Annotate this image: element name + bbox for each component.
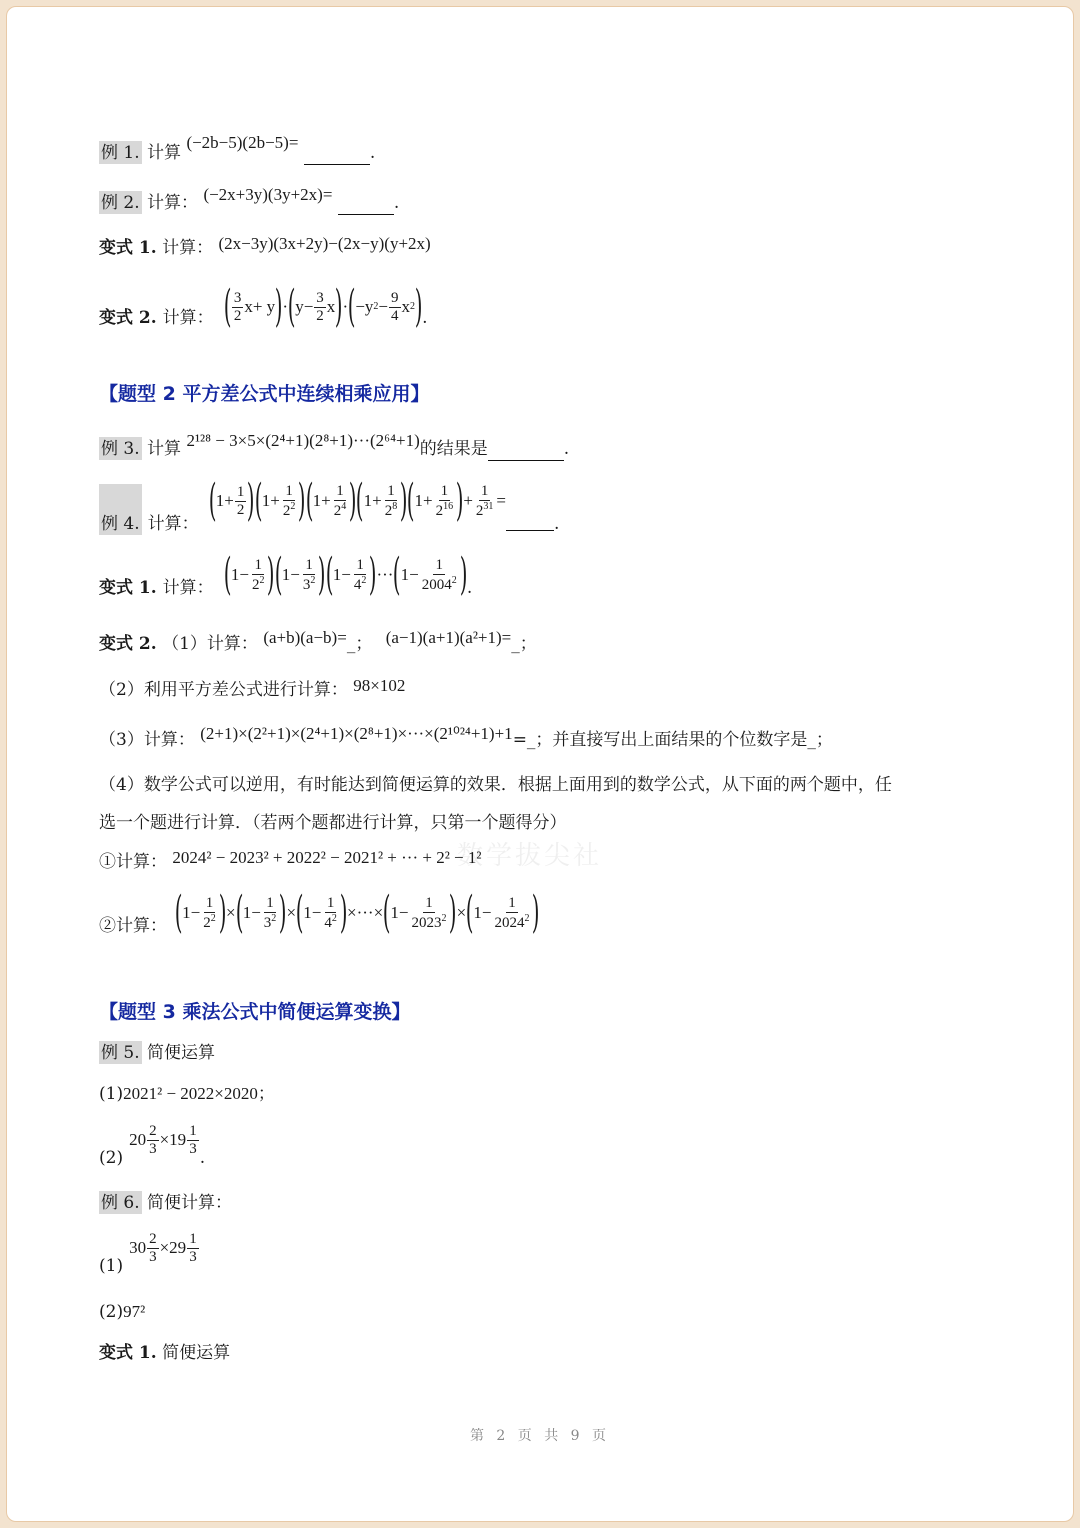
variant-label: 变式 2. bbox=[99, 634, 157, 654]
example-5 bbox=[99, 1041, 215, 1064]
math-expression: (2+1)×(2²+1)×(2⁴+1)×(2⁸+1)×···×(2¹⁰²⁴+1)+1 bbox=[200, 724, 513, 743]
example-6 bbox=[99, 1191, 232, 1214]
prompt-text: ①计算： bbox=[99, 852, 167, 872]
subquestion-4-line2: 选一个题进行计算．（若两个题都进行计算，只第一个题得分） bbox=[99, 813, 567, 833]
variant-label: 变式 1. bbox=[99, 1343, 157, 1363]
punctuation: ； bbox=[257, 1084, 275, 1104]
page-footer: 第 2 页 共 9 页 bbox=[469, 1428, 611, 1444]
math-expression: 2¹²⁸ − 3×5×(2⁴+1)(2⁸+1)···(2⁶⁴+1) bbox=[186, 431, 420, 450]
example-label: 例 3. bbox=[101, 439, 140, 459]
section2-variant-2 bbox=[99, 628, 537, 655]
answer-blank bbox=[506, 509, 554, 531]
math-expression-mixed: 30 2 3 ×29 1 3 bbox=[129, 1231, 197, 1265]
math-expression: 2021² − 2022×2020 bbox=[123, 1084, 258, 1103]
punctuation: . bbox=[466, 577, 473, 598]
prompt-text: 简便运算 bbox=[147, 1043, 216, 1063]
prompt-text: 计算： bbox=[147, 193, 199, 213]
prompt-suffix: =_；并直接写出上面结果的个位数字是_； bbox=[512, 730, 833, 750]
prompt-text: （2）利用平方差公式进行计算： bbox=[99, 680, 348, 700]
prompt-text: ②计算： bbox=[99, 915, 167, 936]
punctuation: . bbox=[422, 307, 428, 328]
punctuation: . bbox=[563, 439, 570, 459]
prompt-suffix: 的结果是 bbox=[419, 439, 488, 459]
example-label: 例 4. bbox=[99, 484, 142, 535]
choice-2 bbox=[99, 887, 540, 939]
prompt-text: 计算： bbox=[162, 577, 214, 598]
prompt-text: 简便计算： bbox=[147, 1193, 233, 1213]
prompt-text: 计算 bbox=[147, 143, 182, 163]
prompt-text: 计算： bbox=[162, 238, 214, 258]
math-expression: 98×102 bbox=[353, 676, 406, 695]
example-2 bbox=[99, 185, 400, 215]
prompt-text: 计算 bbox=[147, 439, 182, 459]
punctuation: . bbox=[393, 193, 400, 213]
example-label: 例 5. bbox=[101, 1043, 140, 1063]
math-expression-fractions: ( 3 2 x+ y ) · ( y− 3 2 x ) · ( −y 2 − 9 4 x 2 ) bbox=[223, 281, 423, 332]
section-heading-3: 【题型 3 乘法公式中简便运算变换】 bbox=[99, 1001, 411, 1023]
answer-blank bbox=[488, 439, 564, 461]
example-6-part-1 bbox=[99, 1231, 200, 1279]
document-page bbox=[6, 6, 1074, 1522]
subquestion-3 bbox=[99, 724, 833, 751]
part-label: (1) bbox=[99, 1255, 124, 1276]
answer-blank bbox=[304, 143, 370, 165]
answer-blank-1: _； bbox=[346, 634, 373, 654]
punctuation: . bbox=[369, 143, 376, 163]
subquestion-2 bbox=[99, 676, 406, 701]
math-expression-fractions: ( 1+ 1 2 ) ( 1+ 1 $2^2$ ) ( 1+ 1 $2^4$ ) ( 1+ 1 $2^8$ ) ( 1+ 1 $2^{16}$ ) + 1 $2^{31}$ = bbox=[208, 475, 506, 526]
watermark: 数学拔尖社 bbox=[457, 841, 603, 871]
example-6-part-2 bbox=[99, 1301, 145, 1323]
subquestion-4-line1: （4）数学公式可以逆用，有时能达到简便运算的效果．根据上面用到的数学公式，从下面的两个题中，任 bbox=[99, 775, 892, 795]
section-heading-2: 【题型 2 平方差公式中连续相乘应用】 bbox=[99, 383, 430, 405]
part-label: (1) bbox=[99, 1084, 124, 1104]
example-1 bbox=[99, 133, 376, 165]
example-3 bbox=[99, 431, 570, 461]
example-label: 例 6. bbox=[101, 1193, 140, 1213]
math-expression-mixed: 20 2 3 ×19 1 3 bbox=[129, 1123, 197, 1157]
variant-label: 变式 1. bbox=[99, 577, 157, 598]
prompt-text: 简便运算 bbox=[162, 1343, 231, 1363]
choice-1 bbox=[99, 848, 482, 873]
variant-1 bbox=[99, 234, 431, 259]
math-expression: (−2b−5)(2b−5)= bbox=[186, 133, 299, 152]
math-expression: (2x−3y)(3x+2y)−(2x−y)(y+2x) bbox=[218, 234, 431, 253]
example-5-part-2 bbox=[99, 1123, 205, 1171]
example-label: 例 2. bbox=[101, 193, 140, 213]
example-4 bbox=[99, 475, 560, 537]
math-expression-fractions: ( 1− 1 $2^2$ ) × ( 1− 1 $3^2$ ) × ( 1− 1 $4^2$ ) ×···× ( 1− 1 2023$^2$ ) × ( 1− 1 2024$^2$ ) bbox=[174, 887, 540, 938]
variant-label: 变式 1. bbox=[99, 238, 157, 258]
prompt-text: （1）计算： bbox=[162, 634, 258, 654]
variant-label: 变式 2. bbox=[99, 307, 157, 328]
math-expression-1: (a+b)(a−b)= bbox=[263, 628, 347, 647]
example-label: 例 1. bbox=[101, 143, 140, 163]
math-expression: 97² bbox=[123, 1302, 146, 1321]
prompt-text: 计算： bbox=[147, 513, 199, 534]
answer-blank-2: _； bbox=[511, 634, 537, 654]
part-label: (2) bbox=[99, 1147, 124, 1168]
math-expression: 2024² − 2023² + 2022² − 2021² + ··· + 2² − 1² bbox=[172, 848, 482, 867]
math-expression-2: (a−1)(a+1)(a²+1)= bbox=[385, 628, 512, 647]
punctuation: . bbox=[554, 513, 560, 534]
math-expression-fractions: ( 1− 1 $2^2$ ) ( 1− 1 $3^2$ ) ( 1− 1 $4^2$ ) ··· ( 1− 1 2004$^2$ ) bbox=[223, 549, 468, 600]
section3-variant-1 bbox=[99, 1343, 230, 1364]
prompt-text: 计算： bbox=[162, 307, 214, 328]
variant-2 bbox=[99, 281, 428, 332]
answer-blank bbox=[338, 193, 394, 215]
example-5-part-1 bbox=[99, 1083, 275, 1105]
punctuation: . bbox=[199, 1147, 206, 1168]
math-expression: (−2x+3y)(3y+2x)= bbox=[203, 185, 333, 204]
section2-variant-1 bbox=[99, 549, 473, 601]
part-label: (2) bbox=[99, 1302, 124, 1322]
prompt-text: （3）计算： bbox=[99, 730, 195, 750]
